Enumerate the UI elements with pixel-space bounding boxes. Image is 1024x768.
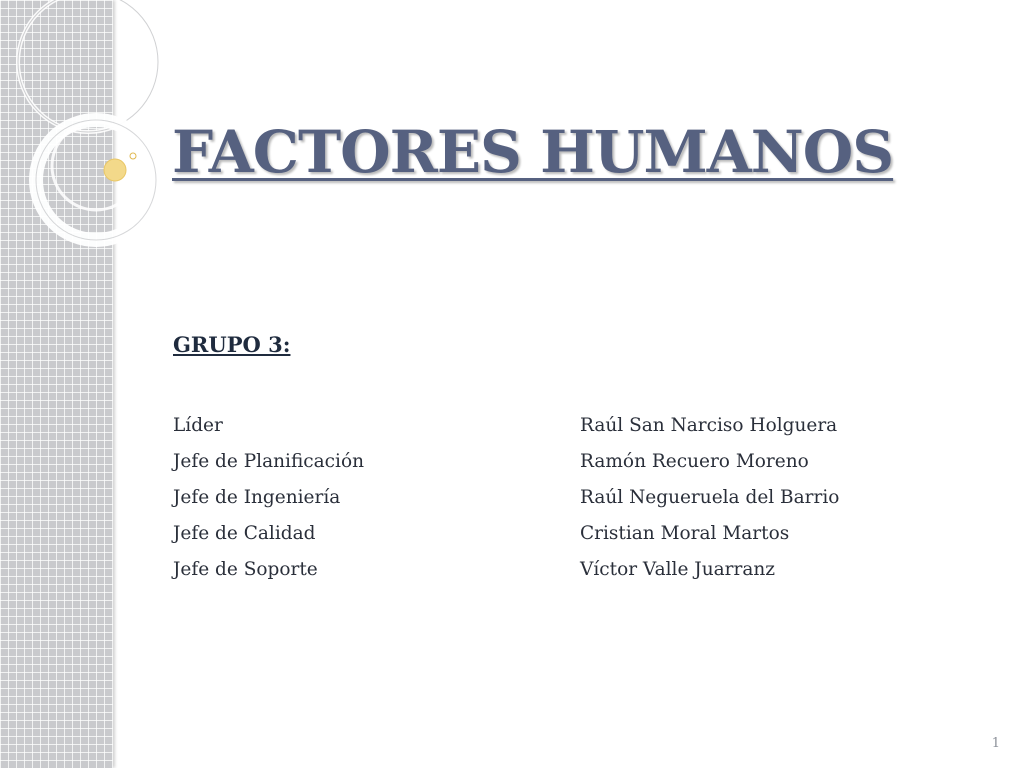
member-name: Cristian Moral Martos bbox=[580, 522, 790, 544]
member-row bbox=[173, 515, 893, 551]
member-row bbox=[173, 407, 893, 443]
member-name: Raúl San Narciso Holguera bbox=[580, 414, 838, 436]
member-role: Líder bbox=[173, 414, 223, 436]
member-name: Ramón Recuero Moreno bbox=[580, 450, 809, 472]
member-name: Víctor Valle Juarranz bbox=[580, 558, 776, 580]
member-role: Jefe de Soporte bbox=[173, 558, 318, 580]
member-role: Jefe de Planificación bbox=[173, 450, 364, 472]
member-role: Jefe de Calidad bbox=[173, 522, 316, 544]
slide-number: 1 bbox=[991, 736, 1000, 751]
group-label: GRUPO 3: bbox=[173, 332, 291, 357]
member-role: Jefe de Ingeniería bbox=[173, 486, 341, 508]
slide-title: FACTORES HUMANOS bbox=[172, 118, 894, 186]
member-row bbox=[173, 551, 893, 587]
member-row bbox=[173, 443, 893, 479]
decorative-grid-band bbox=[0, 0, 113, 768]
member-name: Raúl Negueruela del Barrio bbox=[580, 486, 840, 508]
member-row bbox=[173, 479, 893, 515]
members-list bbox=[173, 407, 893, 587]
